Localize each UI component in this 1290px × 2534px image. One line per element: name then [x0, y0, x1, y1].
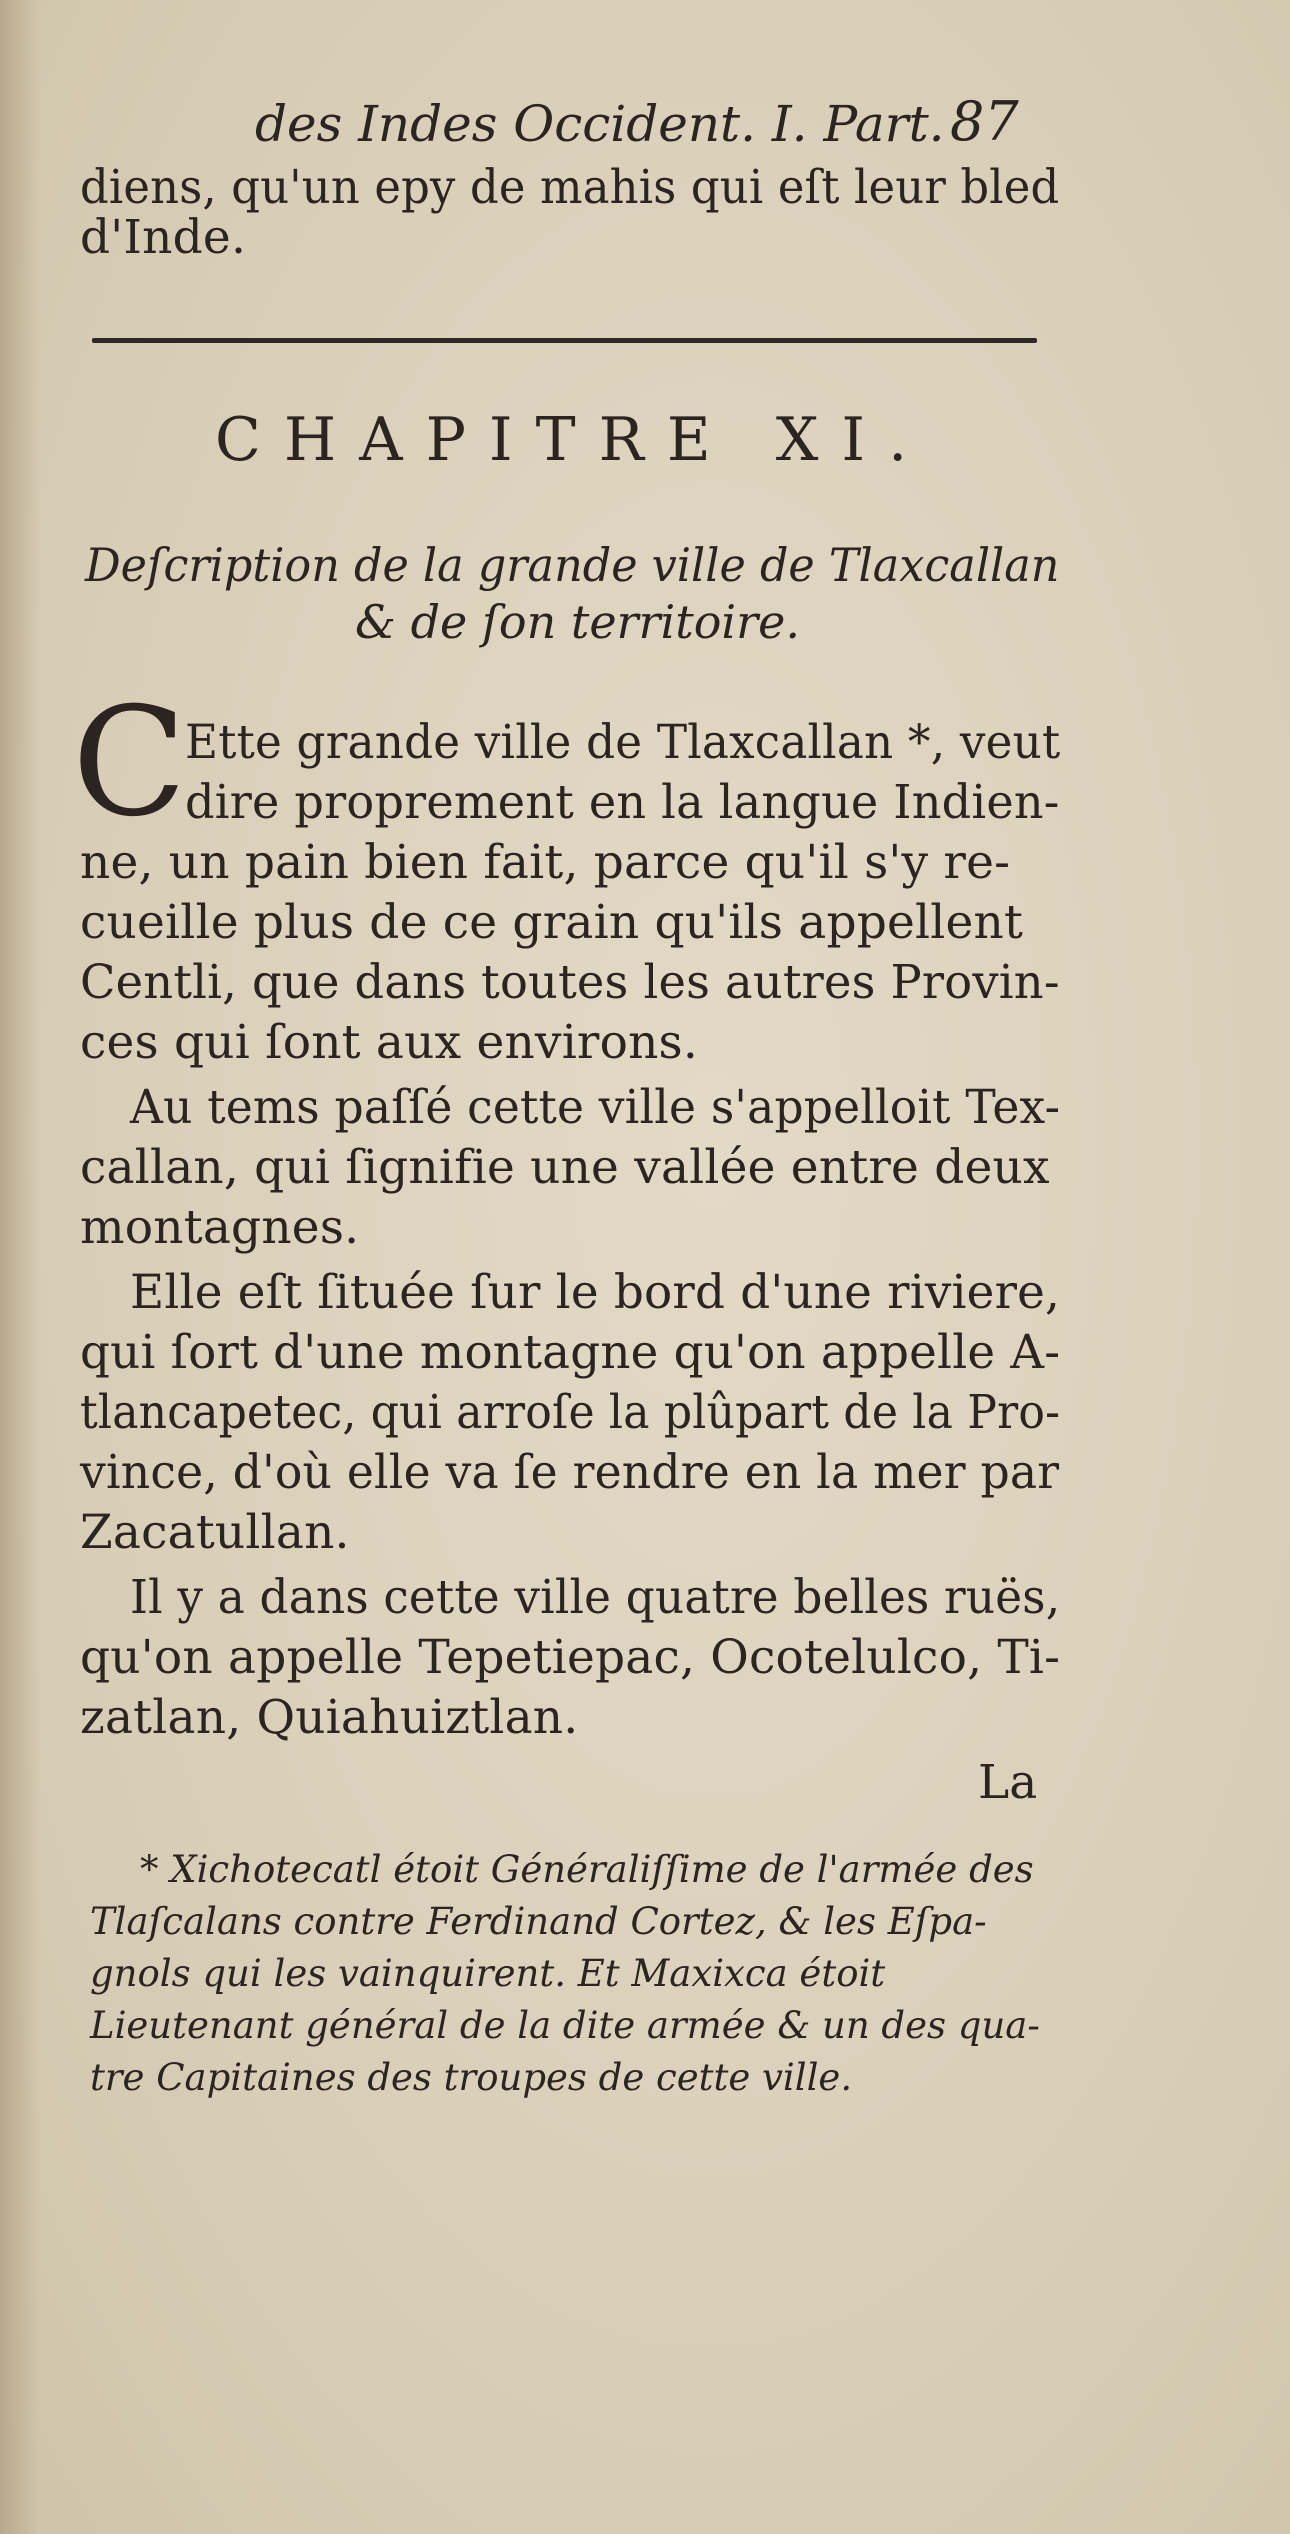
- footnote-line: * Xichotecatl étoit Généraliſſime de l'armée des: [140, 1848, 1034, 1891]
- body-line: vince, d'où elle va ſe rendre en la mer par: [80, 1445, 1060, 1500]
- horizontal-rule: [92, 338, 1037, 343]
- chapter-subtitle-line: & de ſon territoire.: [355, 595, 800, 649]
- footnote-line: Tlaſcalans contre Ferdinand Cortez, & les Eſpa-: [90, 1900, 987, 1943]
- body-line: qu'on appelle Tepetiepac, Ocotelulco, Ti-: [80, 1630, 1061, 1685]
- body-line: montagnes.: [80, 1200, 360, 1255]
- footnote-line: Lieutenant général de la dite armée & un des qua-: [90, 2004, 1040, 2047]
- page-gutter-shadow: [0, 0, 40, 2534]
- body-line: Elle eſt ſituée ſur le bord d'une riviere,: [130, 1265, 1061, 1320]
- body-line: qui ſort d'une montagne qu'on appelle A-: [80, 1325, 1061, 1380]
- body-line: Centli, que dans toutes les autres Provin-: [80, 955, 1060, 1010]
- footnote-line: gnols qui les vainquirent. Et Maxixca étoit: [90, 1952, 886, 1995]
- body-line: tlancapetec, qui arroſe la plûpart de la Pro-: [80, 1385, 1061, 1440]
- body-line: ces qui ſont aux environs.: [80, 1015, 699, 1070]
- body-line: Il y a dans cette ville quatre belles ruës,: [130, 1570, 1061, 1625]
- catchword: La: [978, 1755, 1038, 1810]
- body-line: callan, qui ſignifie une vallée entre deux: [80, 1140, 1050, 1195]
- footnote-line: tre Capitaines des troupes de cette ville.: [90, 2056, 853, 2099]
- body-line: ne, un pain bien fait, parce qu'il s'y re-: [80, 835, 1011, 890]
- body-line: Zacatullan.: [80, 1505, 350, 1560]
- body-line: cueille plus de ce grain qu'ils appellent: [80, 895, 1024, 950]
- body-line: Ette grande ville de Tlaxcallan *, veut: [185, 715, 1061, 770]
- carryover-line: d'Inde.: [80, 210, 247, 265]
- chapter-title: CHAPITRE XI.: [215, 405, 931, 475]
- running-head: des Indes Occident. I. Part.: [255, 95, 945, 153]
- drop-cap: C: [72, 676, 187, 850]
- body-line: dire proprement en la langue Indien-: [185, 775, 1060, 830]
- chapter-subtitle-line: Deſcription de la grande ville de Tlaxcallan: [85, 538, 1060, 592]
- carryover-line: diens, qu'un epy de mahis qui eſt leur bled: [80, 160, 1060, 215]
- body-line: zatlan, Quiahuiztlan.: [80, 1690, 579, 1745]
- page-number: 87: [950, 90, 1019, 153]
- body-line: Au tems paſſé cette ville s'appelloit Tex-: [130, 1080, 1061, 1135]
